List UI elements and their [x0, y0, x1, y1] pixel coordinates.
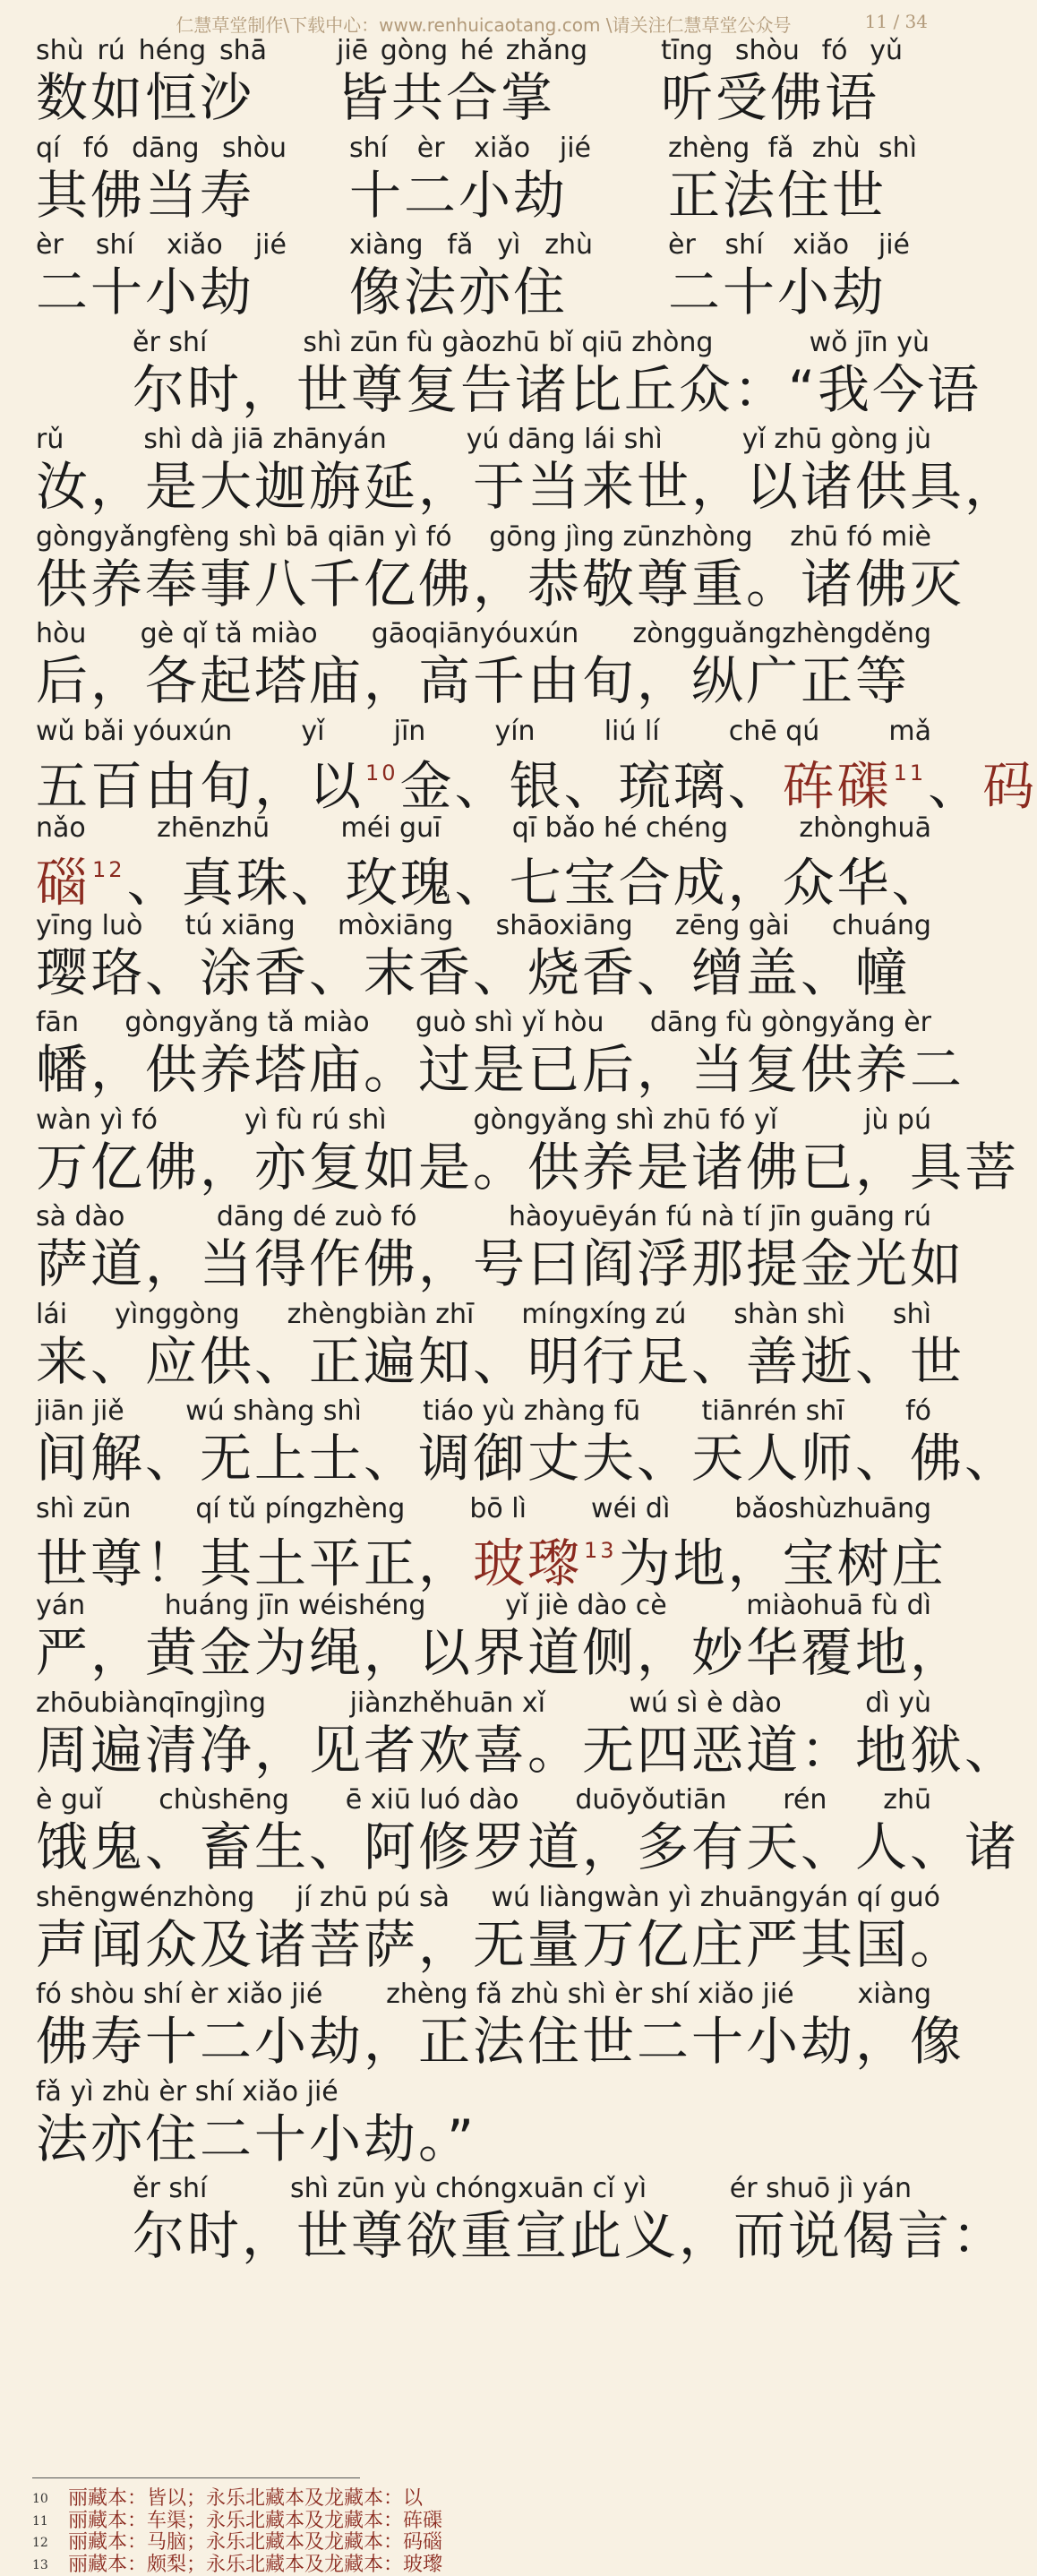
- pinyin: yīng luò: [36, 911, 142, 943]
- pinyin-row: [36, 133, 287, 166]
- hanzi-row: [36, 2012, 931, 2073]
- text-line: [0, 619, 967, 717]
- hanzi-row: [337, 68, 587, 129]
- pinyin: shì dà jiā zhānyán: [143, 425, 386, 457]
- pinyin: zhǎng: [506, 36, 587, 68]
- pinyin-row: [36, 425, 931, 457]
- pinyin: zhèng fǎ zhù shì èr shí xiǎo jié: [386, 1979, 793, 2012]
- hanzi-row: [668, 262, 910, 323]
- pinyin: ér shuō jì yán: [730, 2174, 912, 2206]
- footnote-divider: [32, 2477, 360, 2478]
- phrase: [36, 1396, 931, 1490]
- phrase: [36, 619, 931, 712]
- pinyin: méi guī: [340, 813, 441, 846]
- hanzi-text: [36, 1526, 947, 1587]
- hanzi-text: 汝，是大迦旃延，于当来世，以诸供具，: [36, 457, 1019, 518]
- pinyin: guò shì yǐ hòu: [416, 1008, 604, 1040]
- pinyin: chē qú: [729, 717, 820, 749]
- pinyin-row: [36, 1785, 931, 1817]
- footnote-text: 丽藏本：车渠；永乐北藏本及龙藏本：砗磲: [68, 2510, 442, 2532]
- hanzi-row: [133, 360, 930, 421]
- phrase: [36, 1494, 931, 1587]
- pinyin: èr: [417, 133, 445, 166]
- pinyin: shì: [893, 1300, 931, 1332]
- text-line: [0, 328, 967, 425]
- hanzi-row: [36, 1817, 931, 1878]
- pinyin: yǔ: [870, 36, 903, 68]
- text-line: [0, 1883, 967, 1980]
- pinyin: shì zūn yù chóngxuān cǐ yì: [290, 2174, 647, 2206]
- pinyin: shì zūn fù gàozhū bǐ qiū zhòng: [303, 328, 713, 360]
- pinyin: yǐ: [301, 717, 324, 749]
- hanzi-text: 来、应供、正遍知、明行足、善逝、世: [36, 1332, 964, 1393]
- pinyin: fǎ: [447, 230, 473, 262]
- page-number: 11 / 34: [865, 11, 928, 32]
- hanzi-row: [36, 1429, 931, 1490]
- pinyin-row: [337, 36, 587, 68]
- pinyin: fó: [83, 133, 109, 166]
- pinyin: sà dào: [36, 1202, 124, 1234]
- pinyin: dì yù: [865, 1688, 931, 1721]
- pinyin: gōng jìng zūnzhòng: [489, 522, 752, 554]
- pinyin-row: [36, 1591, 931, 1623]
- pinyin: duōyǒutiān: [575, 1785, 726, 1817]
- phrase: [36, 230, 287, 323]
- phrase: [349, 133, 591, 227]
- pinyin-row: [36, 1396, 931, 1429]
- pinyin: yán: [36, 1591, 85, 1623]
- pinyin: xiǎo: [474, 133, 530, 166]
- pinyin: shì zūn: [36, 1494, 131, 1526]
- pinyin: jù pú: [864, 1105, 931, 1138]
- hanzi-row: [36, 166, 287, 227]
- scripture-text: [0, 36, 967, 2271]
- pinyin: dāng fù gòngyǎng èr: [650, 1008, 931, 1040]
- variant-term: 码: [982, 755, 1037, 816]
- pinyin: zhònghuā: [799, 813, 931, 846]
- pinyin: zhèngbiàn zhī: [287, 1300, 475, 1332]
- pinyin: tiānrén shī: [702, 1396, 844, 1429]
- phrase: [133, 328, 930, 421]
- hanzi-text: 其佛当寿: [36, 166, 254, 227]
- hanzi-text: [36, 846, 947, 906]
- pinyin-row: [349, 133, 591, 166]
- hanzi-row: [349, 166, 591, 227]
- pinyin: yǐ zhū gòng jù: [742, 425, 931, 457]
- pinyin: dāng dé zuò fó: [217, 1202, 417, 1234]
- hanzi-text: 萨道，当得作佛，号曰阎浮那提金光如: [36, 1234, 964, 1295]
- pinyin: èr: [36, 230, 64, 262]
- pinyin: héng: [139, 36, 207, 68]
- text-line: [0, 133, 967, 231]
- pinyin: nǎo: [36, 813, 86, 846]
- pinyin: zhū: [883, 1785, 931, 1817]
- pinyin: hòu: [36, 619, 86, 651]
- hanzi-row: [36, 262, 287, 323]
- pinyin: mǎ: [888, 717, 931, 749]
- pinyin: yú dāng lái shì: [467, 425, 663, 457]
- pinyin: shā: [219, 36, 267, 68]
- pinyin: tú xiāng: [185, 911, 296, 943]
- pinyin: míngxíng zú: [521, 1300, 686, 1332]
- hanzi-text: [36, 749, 1037, 810]
- phrase: [36, 813, 931, 906]
- hanzi-text: 为地，宝树庄: [619, 1533, 947, 1593]
- pinyin-row: [36, 911, 931, 943]
- footnote-marker: 13: [584, 1538, 617, 1563]
- pinyin: mòxiāng: [338, 911, 453, 943]
- phrase: [36, 133, 287, 227]
- footnote-number: 10: [32, 2488, 68, 2510]
- pinyin-row: [36, 2077, 394, 2109]
- pinyin: xiǎo: [793, 230, 849, 262]
- phrase: [36, 717, 931, 810]
- pinyin-row: [36, 1008, 931, 1040]
- phrase: [36, 2077, 394, 2170]
- hanzi-row: [36, 651, 931, 712]
- text-line: [0, 717, 967, 814]
- hanzi-text: 、: [928, 755, 982, 816]
- footnote-marker: 12: [92, 857, 125, 882]
- pinyin: zhōubiànqīngjìng: [36, 1688, 266, 1721]
- text-line: [0, 1785, 967, 1883]
- header-title: 仁慧草堂制作\下载中心：www.renhuicaotang.com \请关注仁慧草堂公众号: [0, 11, 967, 37]
- pinyin: ěr shí: [133, 328, 207, 360]
- text-line: [0, 1494, 967, 1592]
- hanzi-row: [36, 1721, 931, 1782]
- pinyin-row: [36, 230, 287, 262]
- hanzi-row: [36, 1915, 940, 1976]
- hanzi-row: [133, 2206, 912, 2267]
- phrase: [36, 425, 931, 518]
- phrase: [668, 133, 917, 227]
- pinyin: shí: [96, 230, 134, 262]
- pinyin-row: [668, 230, 910, 262]
- pinyin: jiē: [337, 36, 368, 68]
- pinyin: gòngyǎngfèng shì bā qiān yì fó: [36, 522, 452, 554]
- pinyin: fǎ: [768, 133, 794, 166]
- pinyin-row: [36, 1979, 931, 2012]
- footnote: [32, 2532, 946, 2555]
- pinyin: shí: [725, 230, 764, 262]
- pinyin: fǎ yì zhù èr shí xiǎo jié: [36, 2077, 339, 2109]
- pinyin: yì: [497, 230, 520, 262]
- hanzi-text: 严，黄金为绳，以界道侧，妙华覆地，: [36, 1623, 964, 1684]
- footnote: [32, 2488, 946, 2511]
- pinyin-row: [36, 1883, 940, 1915]
- footnote: [32, 2555, 946, 2576]
- pinyin: gāoqiānyóuxún: [372, 619, 578, 651]
- hanzi-text: 后，各起塔庙，高千由旬，纵广正等: [36, 651, 910, 712]
- pinyin: wú liàngwàn yì zhuāngyán qí guó: [491, 1883, 940, 1915]
- pinyin: gè qǐ tǎ miào: [141, 619, 318, 651]
- pinyin: lái: [36, 1300, 67, 1332]
- text-line: [0, 911, 967, 1009]
- hanzi-text: 二十小劫: [668, 262, 887, 323]
- pinyin-row: [668, 133, 917, 166]
- hanzi-text: 像法亦住: [349, 262, 568, 323]
- pinyin: shòu: [222, 133, 287, 166]
- hanzi-row: [36, 846, 931, 906]
- pinyin: wú sì è dào: [629, 1688, 781, 1721]
- footnote-marker: 11: [894, 760, 927, 786]
- phrase: [36, 1008, 931, 1101]
- pinyin: tiáo yù zhàng fū: [423, 1396, 640, 1429]
- phrase: [133, 2174, 912, 2267]
- text-line: [0, 230, 967, 328]
- pinyin: shāoxiāng: [496, 911, 633, 943]
- hanzi-text: 、真珠、玫瑰、七宝合成，众华、: [127, 852, 947, 913]
- text-line: [0, 1591, 967, 1688]
- pinyin: tīng: [661, 36, 713, 68]
- pinyin: qí tǔ píngzhèng: [195, 1494, 405, 1526]
- text-line: [0, 1688, 967, 1786]
- pinyin: jīn: [394, 717, 426, 749]
- pinyin: zēng gài: [675, 911, 790, 943]
- footnote-text: 丽藏本：颇梨；永乐北藏本及龙藏本：玻瓈: [68, 2554, 442, 2576]
- hanzi-row: [36, 943, 931, 1004]
- pinyin: wàn yì fó: [36, 1105, 158, 1138]
- hanzi-row: [36, 68, 267, 129]
- text-line: [0, 522, 967, 620]
- phrase: [36, 1688, 931, 1782]
- pinyin-row: [36, 36, 267, 68]
- hanzi-row: [36, 2109, 394, 2170]
- hanzi-text: 佛寿十二小劫，正法住世二十小劫，像: [36, 2012, 964, 2073]
- text-line: [0, 1396, 967, 1494]
- pinyin: fó shòu shí èr xiǎo jié: [36, 1979, 322, 2012]
- pinyin-row: [36, 717, 931, 749]
- phrase: [36, 1300, 931, 1393]
- phrase: [36, 1979, 931, 2073]
- pinyin: gòngyǎng tǎ miào: [124, 1008, 369, 1040]
- pinyin: dāng: [132, 133, 199, 166]
- pinyin-row: [661, 36, 903, 68]
- hanzi-row: [668, 166, 917, 227]
- hanzi-row: [36, 554, 931, 615]
- pinyin: rén: [783, 1785, 827, 1817]
- hanzi-text: 皆共合掌: [337, 68, 555, 129]
- hanzi-row: [36, 1623, 931, 1684]
- phrase: [36, 36, 267, 129]
- hanzi-text: 五百由旬，以: [36, 755, 364, 816]
- pinyin: zhèng: [668, 133, 750, 166]
- pinyin: chuáng: [832, 911, 931, 943]
- pinyin: jiān jiě: [36, 1396, 124, 1429]
- hanzi-text: 供养奉事八千亿佛，恭敬尊重。诸佛灭: [36, 554, 964, 615]
- pinyin: hé: [460, 36, 493, 68]
- text-line: [0, 1300, 967, 1397]
- phrase: [337, 36, 587, 129]
- hanzi-row: [36, 457, 931, 518]
- text-line: [0, 1202, 967, 1300]
- phrase: [36, 1785, 931, 1878]
- pinyin: èr: [668, 230, 696, 262]
- footnote: [32, 2511, 946, 2533]
- pinyin: jiànzhěhuān xǐ: [350, 1688, 545, 1721]
- pinyin: wú shàng shì: [185, 1396, 362, 1429]
- hanzi-text: 尔时，世尊欲重宣此义，而说偈言：: [133, 2206, 1007, 2267]
- pinyin: è guǐ: [36, 1785, 102, 1817]
- hanzi-text: 听受佛语: [661, 68, 879, 129]
- pinyin-row: [133, 328, 930, 360]
- hanzi-text: 数如恒沙: [36, 68, 254, 129]
- footnote-number: 13: [32, 2555, 68, 2576]
- pinyin: fān: [36, 1008, 79, 1040]
- pinyin: zhū fó miè: [790, 522, 931, 554]
- pinyin: bǎoshùzhuāng: [734, 1494, 931, 1526]
- pinyin: gòngyǎng shì zhū fó yǐ: [474, 1105, 778, 1138]
- hanzi-row: [36, 1332, 931, 1393]
- footnote-marker: 10: [365, 760, 399, 786]
- pinyin: chùshēng: [159, 1785, 289, 1817]
- pinyin-row: [36, 1494, 931, 1526]
- variant-term: 玻瓈: [473, 1533, 582, 1593]
- pinyin: shì: [878, 133, 917, 166]
- pinyin: yín: [494, 717, 535, 749]
- text-line: [0, 813, 967, 911]
- pinyin: yǐ jiè dào cè: [505, 1591, 667, 1623]
- pinyin: hàoyuēyán fú nà tí jīn guāng rú: [509, 1202, 931, 1234]
- text-line: [0, 1008, 967, 1105]
- hanzi-text: 璎珞、涂香、末香、烧香、缯盖、幢: [36, 943, 910, 1004]
- pinyin: ěr shí: [133, 2174, 207, 2206]
- text-line: [0, 2077, 967, 2175]
- hanzi-text: 二十小劫: [36, 262, 254, 323]
- hanzi-text: 法亦住二十小劫。”: [36, 2109, 476, 2170]
- pinyin: qí: [36, 133, 60, 166]
- hanzi-text: 饿鬼、畜生、阿修罗道，多有天、人、诸: [36, 1817, 1019, 1878]
- pinyin: wǔ bǎi yóuxún: [36, 717, 232, 749]
- pinyin-row: [36, 1105, 931, 1138]
- hanzi-row: [36, 749, 931, 810]
- pinyin: miàohuā fù dì: [746, 1591, 931, 1623]
- hanzi-text: 十二小劫: [349, 166, 568, 227]
- pinyin: fó: [822, 36, 848, 68]
- pinyin: jié: [878, 230, 910, 262]
- pinyin-row: [36, 1202, 931, 1234]
- pinyin: xiàng: [349, 230, 424, 262]
- phrase: [36, 1202, 931, 1295]
- pinyin: shù: [36, 36, 84, 68]
- hanzi-row: [36, 1138, 931, 1198]
- hanzi-row: [36, 1526, 931, 1587]
- pinyin: jié: [560, 133, 591, 166]
- pinyin: rú: [97, 36, 124, 68]
- pinyin: yì fù rú shì: [244, 1105, 387, 1138]
- hanzi-text: 声闻众及诸菩萨，无量万亿庄严其国。: [36, 1915, 964, 1976]
- pinyin: fó: [905, 1396, 931, 1429]
- hanzi-text: 世尊！其土平正，: [36, 1533, 473, 1593]
- phrase: [36, 1591, 931, 1684]
- footnote-text: 丽藏本：皆以；永乐北藏本及龙藏本：以: [68, 2487, 423, 2510]
- page-header: [0, 4, 967, 39]
- phrase: [668, 230, 910, 323]
- footnote-number: 12: [32, 2532, 68, 2554]
- hanzi-text: 万亿佛，亦复如是。供养是诸佛已，具菩: [36, 1138, 1019, 1198]
- phrase: [36, 1105, 931, 1198]
- pinyin: shàn shì: [733, 1300, 845, 1332]
- pinyin: ē xiū luó dào: [346, 1785, 519, 1817]
- text-line: [0, 2174, 967, 2271]
- hanzi-text: 周遍清净，见者欢喜。无四恶道：地狱、: [36, 1721, 1019, 1782]
- text-line: [0, 1979, 967, 2077]
- phrase: [349, 230, 593, 323]
- pinyin: bō lì: [469, 1494, 527, 1526]
- variant-term: 砗磲: [783, 755, 892, 816]
- pinyin: shēngwénzhòng: [36, 1883, 254, 1915]
- pinyin: jié: [255, 230, 287, 262]
- text-line: [0, 1105, 967, 1203]
- phrase: [36, 522, 931, 615]
- phrase: [36, 1883, 940, 1976]
- hanzi-text: 间解、无上士、调御丈夫、天人师、佛、: [36, 1429, 1019, 1490]
- pinyin: liú lí: [604, 717, 660, 749]
- pinyin-row: [349, 230, 593, 262]
- pinyin: xiǎo: [167, 230, 223, 262]
- pinyin: xiàng: [857, 1979, 931, 2012]
- pinyin: zhù: [544, 230, 593, 262]
- hanzi-text: 幡，供养塔庙。过是已后，当复供养二: [36, 1040, 964, 1101]
- pinyin-row: [36, 1688, 931, 1721]
- hanzi-row: [349, 262, 593, 323]
- phrase: [661, 36, 903, 129]
- pinyin: yìnggòng: [115, 1300, 240, 1332]
- text-line: [0, 36, 967, 133]
- hanzi-row: [36, 1040, 931, 1101]
- pinyin-row: [36, 619, 931, 651]
- pinyin: zòngguǎngzhèngděng: [633, 619, 932, 651]
- pinyin-row: [133, 2174, 912, 2206]
- pinyin: wǒ jīn yù: [810, 328, 930, 360]
- hanzi-text: 尔时，世尊复告诸比丘众：“我今语: [133, 360, 981, 421]
- pinyin: zhù: [812, 133, 861, 166]
- pinyin: shí: [349, 133, 388, 166]
- pinyin-row: [36, 1300, 931, 1332]
- hanzi-text: 金、银、琉璃、: [400, 755, 783, 816]
- hanzi-row: [661, 68, 903, 129]
- pinyin: huáng jīn wéishéng: [165, 1591, 426, 1623]
- pinyin-row: [36, 813, 931, 846]
- hanzi-text: 正法住世: [668, 166, 887, 227]
- hanzi-row: [36, 1234, 931, 1295]
- pinyin: rǔ: [36, 425, 64, 457]
- pinyin: zhēnzhū: [157, 813, 270, 846]
- footnotes: [32, 2488, 946, 2576]
- variant-term: 碯: [36, 852, 90, 913]
- pinyin: shòu: [735, 36, 800, 68]
- pinyin: jí zhū pú sà: [296, 1883, 450, 1915]
- phrase: [36, 911, 931, 1004]
- text-line: [0, 425, 967, 522]
- pinyin-row: [36, 522, 931, 554]
- footnote-text: 丽藏本：马脑；永乐北藏本及龙藏本：码碯: [68, 2531, 442, 2554]
- pinyin: gòng: [381, 36, 448, 68]
- footnote-number: 11: [32, 2511, 68, 2532]
- pinyin: qī bǎo hé chéng: [512, 813, 728, 846]
- pinyin: wéi dì: [591, 1494, 670, 1526]
